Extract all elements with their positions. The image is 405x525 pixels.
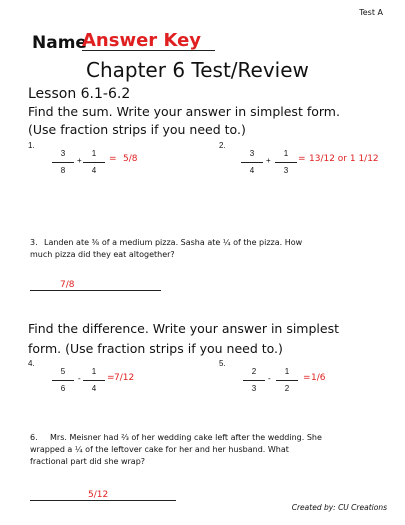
fraction-denominator: 3 [251,384,257,393]
problem-1-fraction-a [52,149,74,176]
fraction-bar [275,162,297,163]
problem-5-fraction-b [276,367,298,394]
fraction-numerator: 2 [251,367,257,376]
fraction-bar [243,380,265,381]
fraction-numerator: 1 [91,367,97,376]
lesson-label: Lesson 6.1-6.2 [28,86,131,102]
fraction-bar [83,380,105,381]
page-title: Chapter 6 Test/Review [86,58,309,82]
sum-instructions-line2: (Use fraction strips if you need to.) [28,122,246,137]
fraction-bar [52,162,74,163]
problem-1-operator: + [77,156,82,165]
problem-5-number: 5. [219,359,226,368]
test-label: Test A [359,8,383,17]
problem-6-answer: 5/12 [88,490,109,500]
problem-1-fraction-b [83,149,105,176]
problem-4-fraction-b [83,367,105,394]
problem-4-answer: 7/12 [114,373,135,383]
problem-3-answer-line [30,290,161,291]
fraction-numerator: 1 [91,149,97,158]
problem-6-text-line2: wrapped a ¼ of the leftover cake for her and her husband. What [30,445,289,454]
fraction-denominator: 3 [283,166,289,175]
sum-instructions-line1: Find the sum. Write your answer in simplest form. [28,104,340,119]
problem-1-equals: = [109,154,117,164]
difference-instructions-line1: Find the difference. Write your answer in simplest [28,321,339,336]
fraction-denominator: 4 [91,166,97,175]
fraction-denominator: 2 [284,384,290,393]
problem-2-answer: 13/12 or 1 1/12 [309,154,379,164]
difference-instructions-line2: form. (Use fraction strips if you need to.) [28,341,283,356]
fraction-bar [83,162,105,163]
problem-2-number: 2. [219,141,226,150]
problem-2-fraction-b [275,149,297,176]
fraction-bar [52,380,74,381]
fraction-numerator: 1 [283,149,289,158]
problem-4-equals: = [107,373,115,383]
problem-5-answer: 1/6 [311,373,326,383]
problem-4-number: 4. [28,359,35,368]
problem-4-fraction-a [52,367,74,394]
problem-6-number: 6. [30,433,38,442]
problem-3-text-line2: much pizza did they eat altogether? [30,250,175,259]
fraction-numerator: 3 [60,149,66,158]
fraction-numerator: 5 [60,367,66,376]
problem-5-fraction-a [243,367,265,394]
fraction-denominator: 4 [249,166,255,175]
problem-3-answer: 7/8 [60,280,75,290]
problem-4-operator: - [78,374,81,383]
problem-6-text-line1: Mrs. Meisner had ⅔ of her wedding cake left after the wedding. She [50,433,322,442]
footer-credit: Created by: CU Creations [291,503,387,512]
problem-2-fraction-a [241,149,263,176]
fraction-denominator: 4 [91,384,97,393]
problem-3-number: 3. [30,238,38,247]
problem-6-answer-line [30,500,176,501]
fraction-numerator: 1 [284,367,290,376]
problem-2-equals: = [298,154,306,164]
name-underline [82,50,215,51]
problem-1-number: 1. [28,141,35,150]
problem-1-answer: 5/8 [123,154,138,164]
problem-2-operator: + [266,156,271,165]
problem-5-equals: = [303,373,311,383]
fraction-numerator: 3 [249,149,255,158]
fraction-bar [276,380,298,381]
fraction-denominator: 6 [60,384,66,393]
name-label: Name [32,33,87,53]
problem-5-operator: - [268,374,271,383]
problem-6-text-line3: fractional part did she wrap? [30,457,146,466]
fraction-denominator: 8 [60,166,66,175]
name-value: Answer Key [82,30,202,51]
fraction-bar [241,162,263,163]
problem-3-text-line1: Landen ate ⅜ of a medium pizza. Sasha ate ¼ of the pizza. How [44,238,303,247]
